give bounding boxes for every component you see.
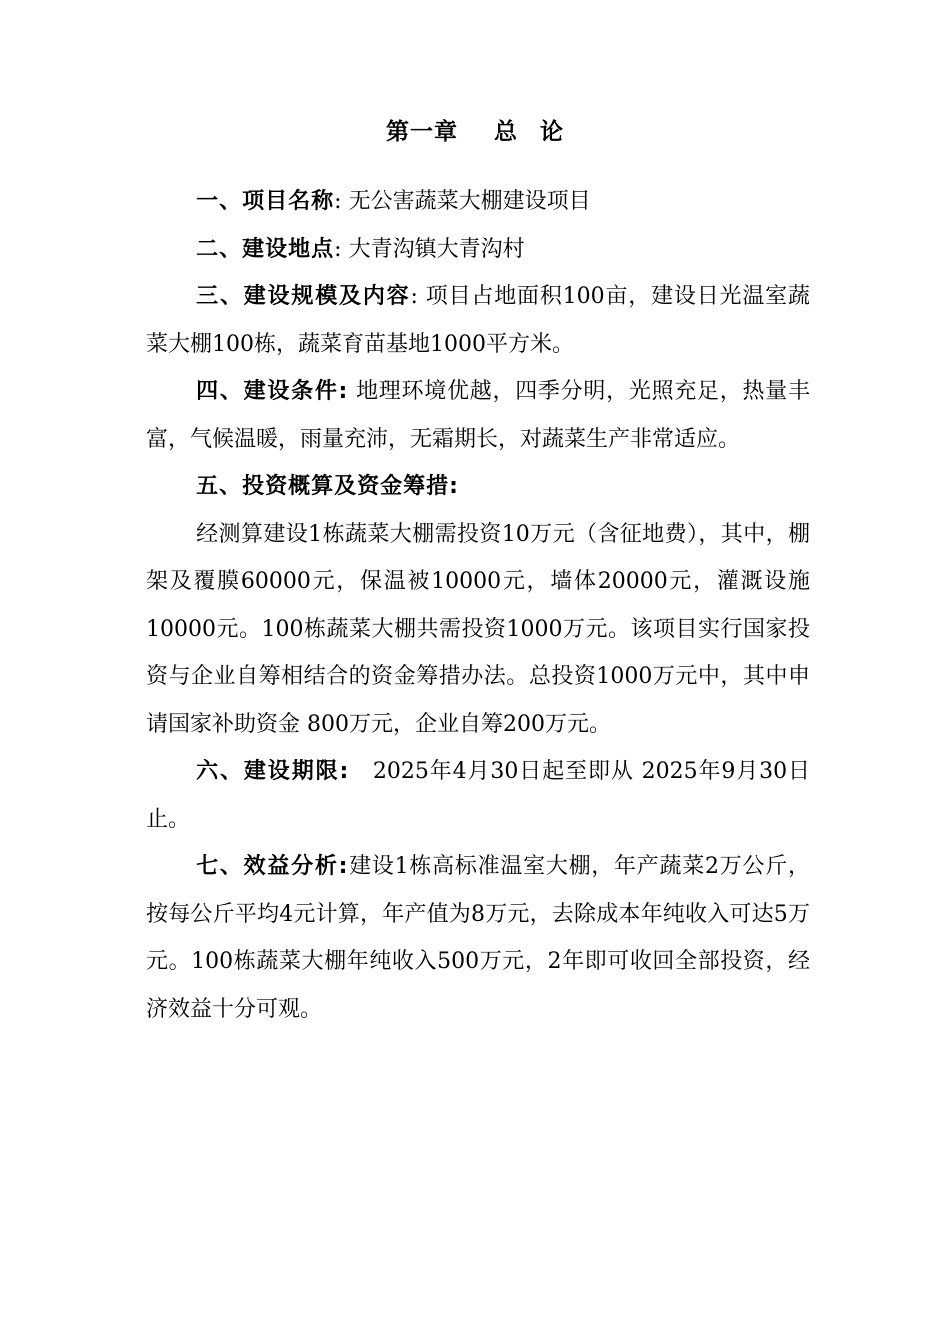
section-text: 项目占地面积100亩，建设日光温室蔬菜大棚100栋，蔬菜育苗基地1000平方米。 [146,284,810,357]
section-investment-body [146,511,810,749]
section-location [146,226,810,274]
section-label: 六、建设期限: [196,759,350,784]
section-conditions [146,368,810,463]
section-text: 地理环境优越，四季分明，光照充足，热量丰富，气候温暖，雨量充沛，无霜期长，对蔬菜生产非常适应。 [146,379,810,452]
section-label: 五、投资概算及资金筹措: [196,474,459,499]
section-separator: : [410,284,418,309]
section-project-name [146,178,810,226]
section-label: 三、建设规模及内容 [196,284,411,309]
section-text: 大青沟镇大青沟村 [348,236,525,262]
section-label: 二、建设地点 [196,236,335,262]
section-benefit [146,843,810,1033]
document-body [146,178,810,1033]
section-text: 经测算建设1栋蔬菜大棚需投资10万元（含征地费），其中，棚架及覆膜60000元，保温被10000元，墙体20000元，灌溉设施10000元。100栋蔬菜大棚共需投资1000万元。该项目实行国家投资与企业自筹相结合的资金筹措办法。总投资1000万元中，其中申请国家补助资金 800万元，企业自筹200万元。 [146,521,810,737]
chapter-number: 第一章 [386,119,458,145]
section-label: 七、效益分析: [196,854,349,879]
section-label: 一、项目名称 [196,189,335,214]
section-period [146,748,810,843]
section-label: 四、建设条件: [196,379,349,404]
section-separator: : [334,189,342,214]
section-text: 无公害蔬菜大棚建设项目 [348,189,591,214]
section-text: 建设1栋高标准温室大棚，年产蔬菜2万公斤，按每公斤平均4元计算，年产值为8万元，去除成本年纯收入可达5万元。100栋蔬菜大棚年纯收入500万元，2年即可收回全部投资，经济效益十分可观。 [146,854,810,1022]
section-text: 2025年4月30日起至即从 2025年9月30日止。 [146,759,810,832]
chapter-title [0,112,950,152]
section-scale [146,273,810,368]
chapter-title-word-1: 总 [494,119,518,145]
section-investment-heading [146,463,810,511]
chapter-title-word-2: 论 [540,119,564,145]
section-separator: : [334,236,342,262]
